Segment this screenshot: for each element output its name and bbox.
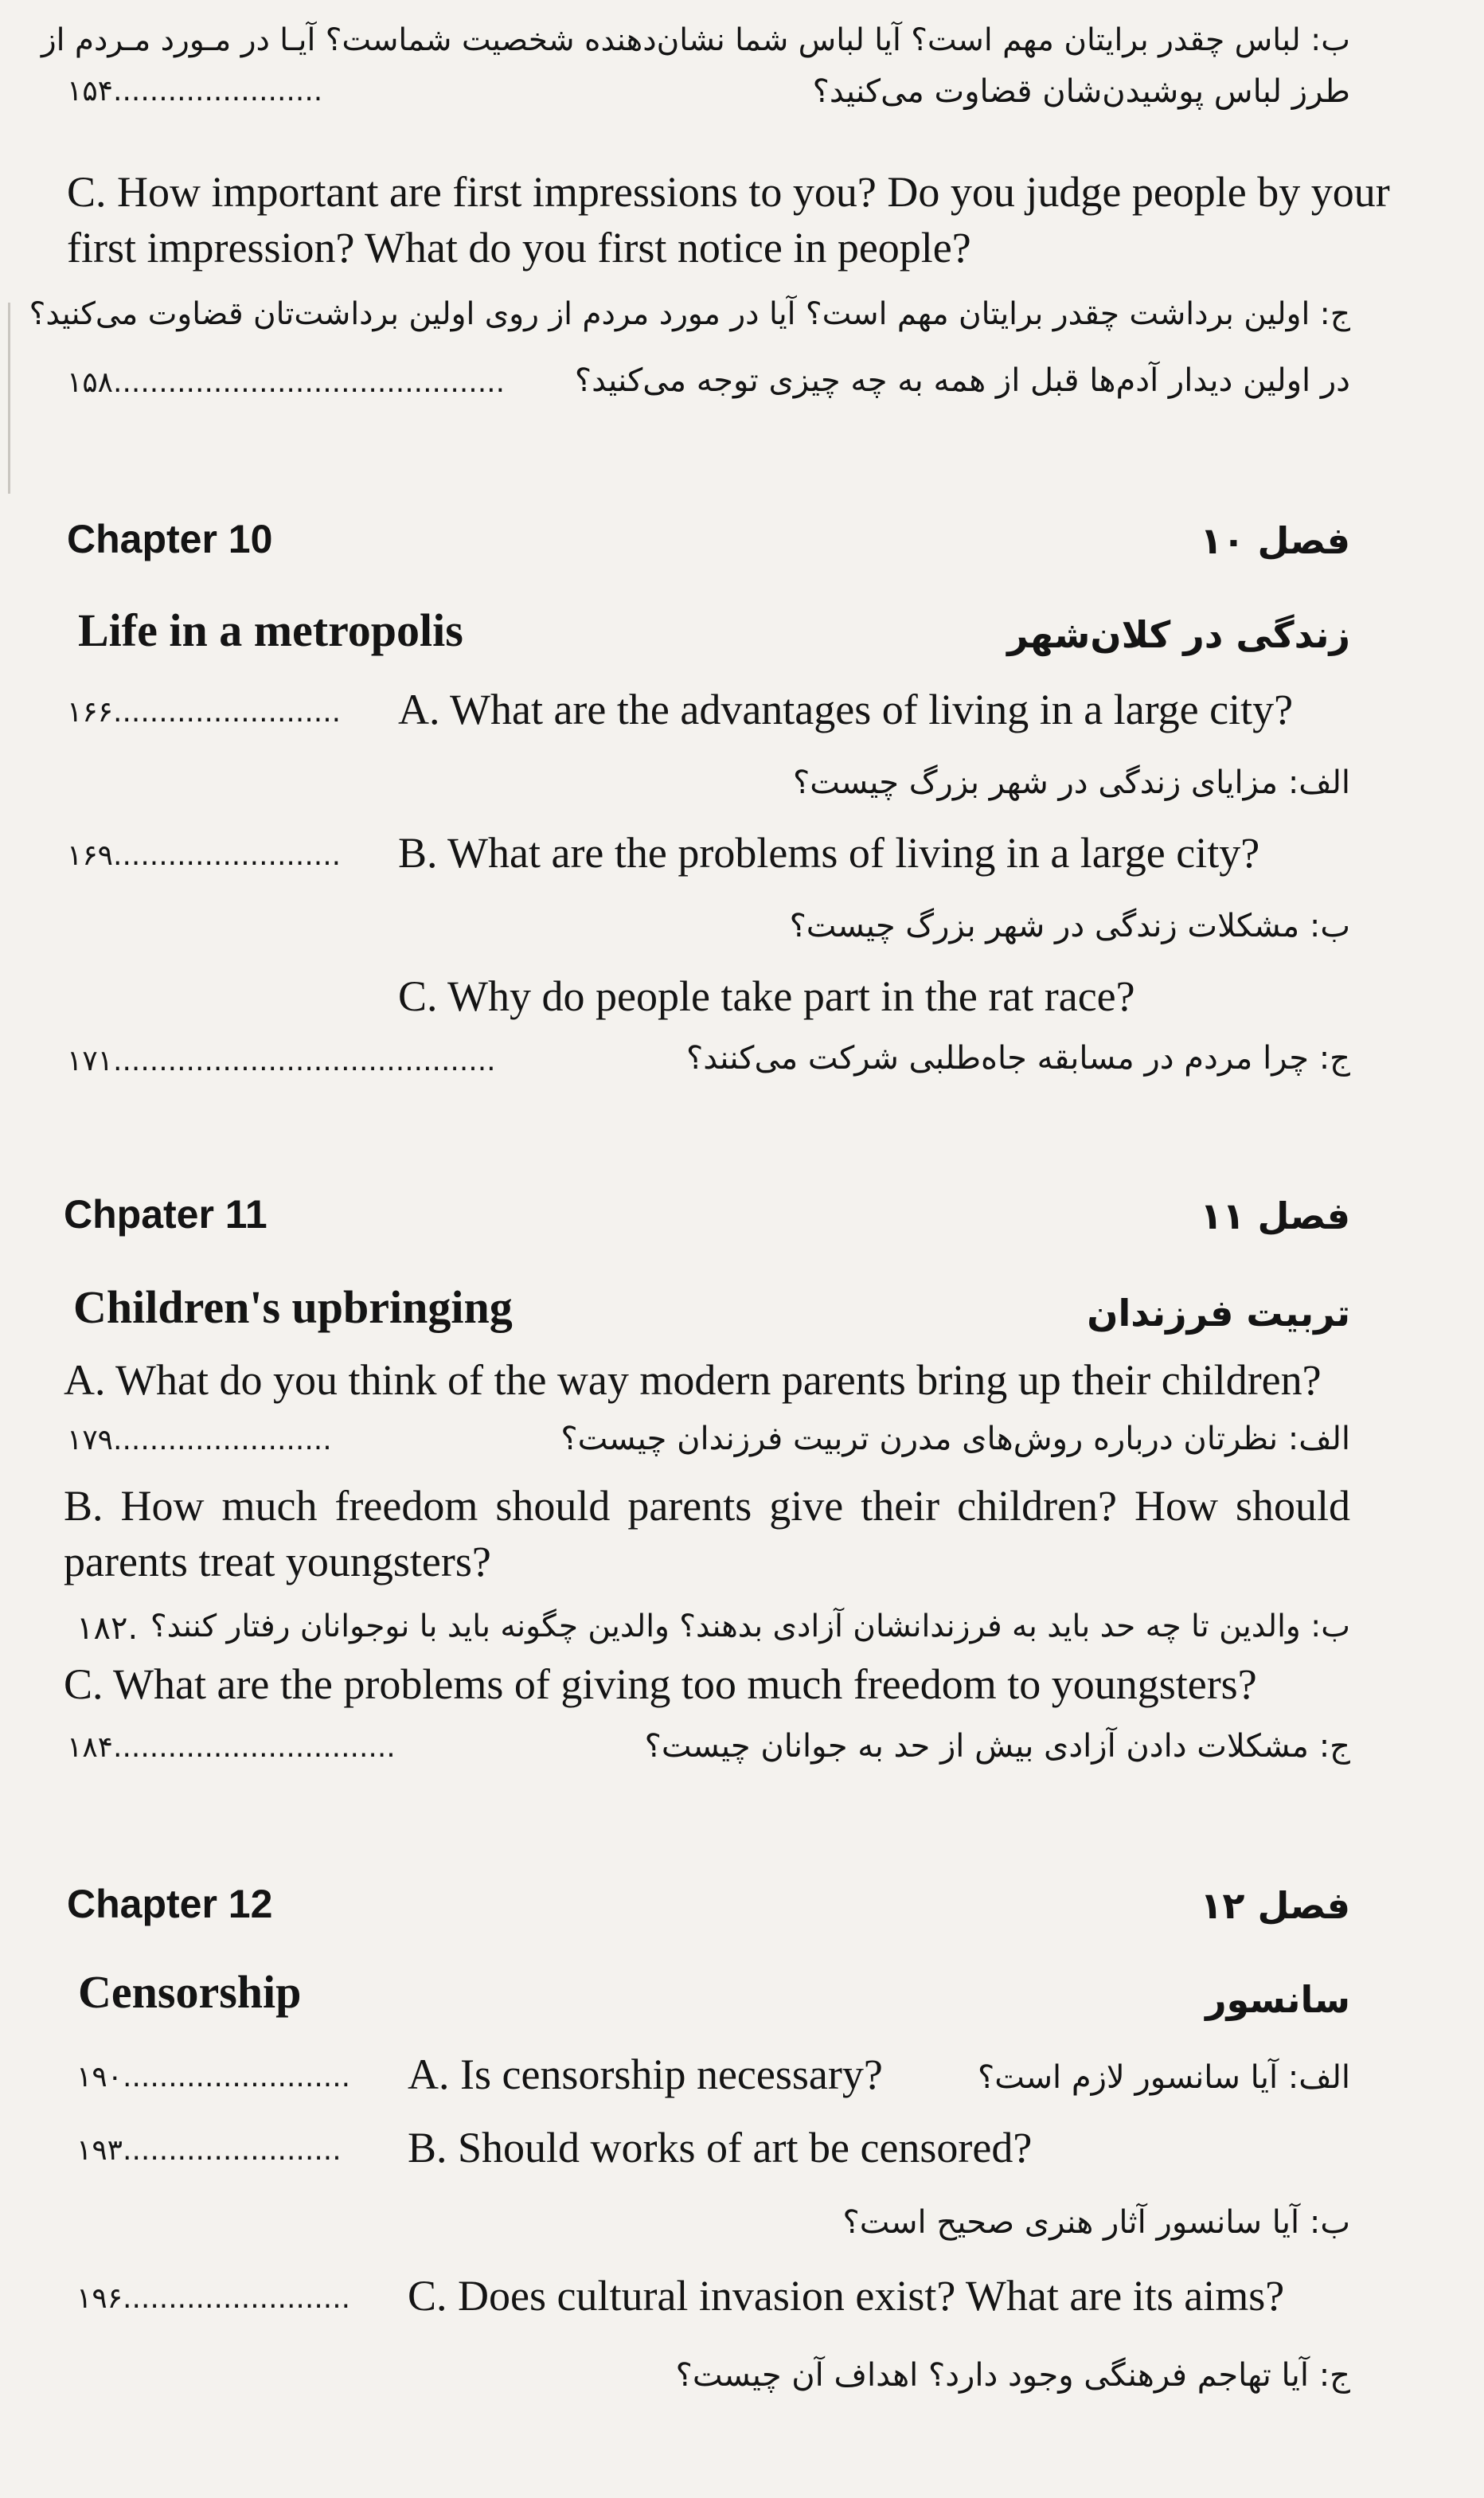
chapter12-label-fa: فصل ۱۲ — [1200, 1884, 1350, 1927]
top-c-en-line1: C. How important are first impressions to you? Do you judge people by your — [67, 168, 1390, 216]
ch12-a-page: ۱۹۰......................... — [76, 2061, 351, 2093]
ch12-c-page: ۱۹۶......................... — [76, 2282, 351, 2315]
ch12-c-en: C. Does cultural invasion exist? What are its aims? — [408, 2272, 1285, 2320]
ch12-b-en: B. Should works of art be censored? — [408, 2124, 1033, 2172]
ch10-c-en: C. Why do people take part in the rat race? — [398, 972, 1135, 1020]
ch11-c-en: C. What are the problems of giving too much freedom to youngsters? — [64, 1660, 1257, 1708]
page-edge-line — [8, 303, 10, 494]
ch10-c-fa: ج: چرا مردم در مسابقه جاه‌طلبی شرکت می‌کنند؟ — [686, 1040, 1350, 1077]
ch12-b-fa: ب: آیا سانسور آثار هنری صحیح است؟ — [842, 2204, 1350, 2241]
chapter11-title-fa: تربیت فرزندان — [1087, 1292, 1350, 1335]
ch10-a-page: ۱۶۶......................... — [67, 696, 342, 729]
chapter10-title: Life in a metropolis — [78, 604, 463, 656]
ch11-b-page: ۱۸۲. — [76, 1610, 139, 1647]
ch11-b-en-line2: parents treat youngsters? — [64, 1538, 491, 1585]
chapter10-label-fa: فصل ۱۰ — [1200, 519, 1350, 562]
chapter11-label: Chpater 11 — [64, 1192, 268, 1237]
ch11-c-fa: ج: مشکلات دادن آزادی بیش از حد به جوانان چیست؟ — [644, 1728, 1350, 1765]
chapter10-label: Chapter 10 — [67, 517, 273, 561]
ch10-a-en: A. What are the advantages of living in a large city? — [398, 686, 1294, 733]
ch11-a-fa: الف: نظرتان درباره روش‌های مدرن تربیت فرزندان چیست؟ — [560, 1421, 1350, 1457]
ch10-c-page: ۱۷۱.......................................... — [67, 1045, 496, 1077]
ch12-b-page: ۱۹۳........................ — [76, 2134, 342, 2167]
top-b-page: ۱۵۴....................... — [67, 75, 323, 108]
chapter11-label-fa: فصل ۱۱ — [1200, 1194, 1350, 1237]
top-b-fa-line2: طرز لباس پوشیدن‌شان قضاوت می‌کنید؟ — [812, 73, 1350, 110]
ch12-c-fa: ج: آیا تهاجم فرهنگی وجود دارد؟ اهداف آن چیست؟ — [675, 2357, 1350, 2394]
chapter12-label: Chapter 12 — [67, 1882, 273, 1926]
chapter12-title: Censorship — [78, 1966, 302, 2018]
chapter12-title-fa: سانسور — [1205, 1978, 1350, 2021]
chapter10-title-fa: زندگی در کلان‌شهر — [1007, 613, 1350, 656]
ch10-b-page: ۱۶۹......................... — [67, 839, 342, 872]
ch12-a-en: A. Is censorship necessary? — [408, 2050, 883, 2098]
ch10-b-fa: ب: مشکلات زندگی در شهر بزرگ چیست؟ — [789, 908, 1350, 944]
top-c-page: ۱۵۸........................................... — [67, 366, 506, 399]
ch11-a-page: ۱۷۹........................ — [67, 1424, 332, 1456]
top-c-fa-line2: در اولین دیدار آدم‌ها قبل از همه به چه چیزی توجه می‌کنید؟ — [574, 362, 1350, 399]
chapter11-title: Children's upbringing — [73, 1281, 513, 1333]
ch11-b-en-line1: B. How much freedom should parents give their children? How should — [64, 1482, 1350, 1530]
top-b-fa-line1: ب: لباس چقدر برایتان مهم است؟ آیا لباس شما نشان‌دهنده شخصیت شماست؟ آیـا در مـورد مـردم از — [41, 22, 1350, 58]
ch11-b-fa: ب: والدین تا چه حد باید به فرزندانشان آزادی بدهند؟ والدین چگونه باید با نوجوانان رفتار کنند؟ — [150, 1609, 1350, 1644]
top-c-fa-line1: ج: اولین برداشت چقدر برایتان مهم است؟ آیا در مورد مردم از روی اولین برداشت‌تان قضاوت می‌کنید؟ — [29, 296, 1350, 332]
ch11-c-page: ۱۸۴............................... — [67, 1731, 396, 1764]
ch10-a-fa: الف: مزایای زندگی در شهر بزرگ چیست؟ — [793, 764, 1350, 801]
ch11-a-en: A. What do you think of the way modern parents bring up their children? — [64, 1356, 1322, 1404]
ch12-a-fa: الف: آیا سانسور لازم است؟ — [977, 2059, 1350, 2096]
top-c-en-line2: first impression? What do you first notice in people? — [67, 224, 971, 272]
ch10-b-en: B. What are the problems of living in a large city? — [398, 829, 1260, 877]
